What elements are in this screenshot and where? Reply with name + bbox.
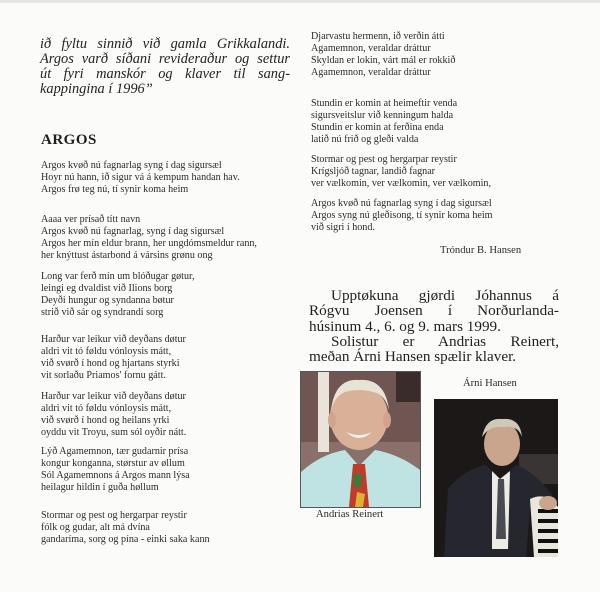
caption-arni-hansen: Árni Hansen [463, 378, 517, 389]
verse-line: her knýttust ástarbond á vársins grønu ong [41, 250, 213, 261]
verse-line: við svørð í hond og heilans yrki [41, 415, 170, 426]
verse-line: ver vælkomin, ver vælkomin, ver vælkomin, [311, 178, 491, 189]
verse-line: Djarvastu hermenn, ið verðin átti [311, 31, 445, 42]
poem-stanza [41, 446, 190, 494]
caption-andrias-reinert: Andrias Reinert [316, 509, 384, 520]
poem-stanza [311, 198, 493, 234]
verse-line: Argos kvøð nú fagnarlag syng í dag sigursæl [311, 198, 492, 209]
verse-line: Stormar og pest og hergarpar reystir [41, 510, 187, 521]
verse-line: Stundin er komin at ferðina enda [311, 122, 444, 133]
poem-stanza [311, 31, 455, 79]
verse-line: oyddu vit Troyu, sum sól oyðir nátt. [41, 427, 187, 438]
verse-line: heilagur hildin í guða høllum [41, 482, 159, 493]
verse-line: við sigri í hond. [311, 222, 375, 233]
poem-title: ARGOS [41, 132, 97, 148]
verse-line: Harður var leikur við deyðans døtur [41, 391, 186, 402]
recording-credits [309, 288, 559, 364]
poem-stanza [41, 214, 257, 262]
poem-stanza [41, 271, 195, 319]
poem-stanza [41, 391, 186, 439]
credits-line: meðan Árni Hansen spælir klaver. [309, 348, 517, 366]
poem-author: Tróndur B. Hansen [440, 245, 522, 256]
verse-line: Deyði hungur og syndanna bøtur [41, 295, 174, 306]
verse-line: Agamemnon, veraldar dráttur [311, 43, 431, 54]
credits-line: húsinum 4., 6. og 9. mars 1999. [309, 317, 501, 335]
credits-line: Solistur er Andrias Reinert, [331, 332, 559, 350]
verse-line: Harður var leikur við deyðans døtur [41, 334, 186, 345]
verse-line: Agamemnon, veraldar dráttur [311, 67, 431, 78]
intro-paragraph [40, 37, 290, 97]
intro-line: Argos varð síðani revideraður og settur [40, 51, 290, 67]
verse-line: við svørð í hond og hjartans styrki [41, 358, 180, 369]
verse-line: Aaaa ver prísað títt navn [41, 214, 141, 225]
page-edge [0, 0, 600, 3]
verse-line: fólk og gudar, alt má dvína [41, 522, 150, 533]
intro-line: ið fyltu sinnið við gamla Grikkalandi. [40, 36, 290, 52]
verse-line: Long var ferð mín um blóðugar gøtur, [41, 271, 195, 282]
verse-line: kongur konganna, størstur av øllum [41, 458, 185, 469]
verse-line: Sól Agamemnons á Argos mann lýsa [41, 470, 190, 481]
credits-line: Rógvu Joensen í Norðurlanda- [309, 302, 559, 320]
verse-line: vit sorlaðu Priamos' fornu gátt. [41, 370, 166, 381]
verse-line: strið við sár og syndrandi sorg [41, 307, 164, 318]
verse-line: leingi eg dvaldist við Ilions borg [41, 283, 173, 294]
verse-line: Argos frø teg nú, tí synir koma heim [41, 184, 189, 195]
verse-line: latið nú frið og gleði valda [311, 134, 419, 145]
credits-line: Upptøkuna gjørdi Jóhannus á [331, 287, 559, 304]
verse-line: Skyldan er lokin, várt mál er rokkið [311, 55, 456, 66]
verse-line: Hoyr nú hann, ið sigur vá á kempum handan hav. [41, 172, 240, 183]
verse-line: gandaríma, sorg og pína - einki saka kann [41, 534, 210, 545]
poem-stanza [41, 160, 240, 196]
poem-stanza [311, 154, 491, 190]
portrait-arni-image [434, 399, 558, 557]
intro-line: kappingina í 1996” [40, 81, 153, 97]
photo-andrias-reinert [300, 371, 421, 508]
photo-arni-hansen [434, 399, 558, 557]
verse-line: sigursveitslur við kenningum halda [311, 110, 454, 121]
verse-line: Lýð Agamemnon, tær gudarnir prísa [41, 446, 189, 457]
verse-line: Stundin er komin at heimeftir venda [311, 98, 458, 109]
verse-line: Argos kvøð nú fagnarlag, syng í dag sigursæl [41, 226, 225, 237]
verse-line: Argos syng nú gleðisong, tí synir koma heim [311, 210, 493, 221]
verse-line: aldri vit tó føldu vónloysis mátt, [41, 346, 172, 357]
verse-line: Argos her mín eldur brann, her ungdómsmeldur rann, [41, 238, 257, 249]
poem-stanza [311, 98, 457, 146]
portrait-andrias-image [301, 372, 420, 507]
verse-line: Krígsljóð tagnar, landið fagnar [311, 166, 436, 177]
verse-line: Argos kvøð nú fagnarlag syng í dag sigursæl [41, 160, 222, 171]
poem-stanza [41, 510, 210, 546]
verse-line: Stormar og pest og hergarpar reystir [311, 154, 457, 165]
verse-line: aldri vit tó føldu vónloysis mátt, [41, 403, 172, 414]
intro-line: út fyri manskór og klaver til sang- [40, 66, 290, 82]
poem-stanza [41, 334, 186, 382]
